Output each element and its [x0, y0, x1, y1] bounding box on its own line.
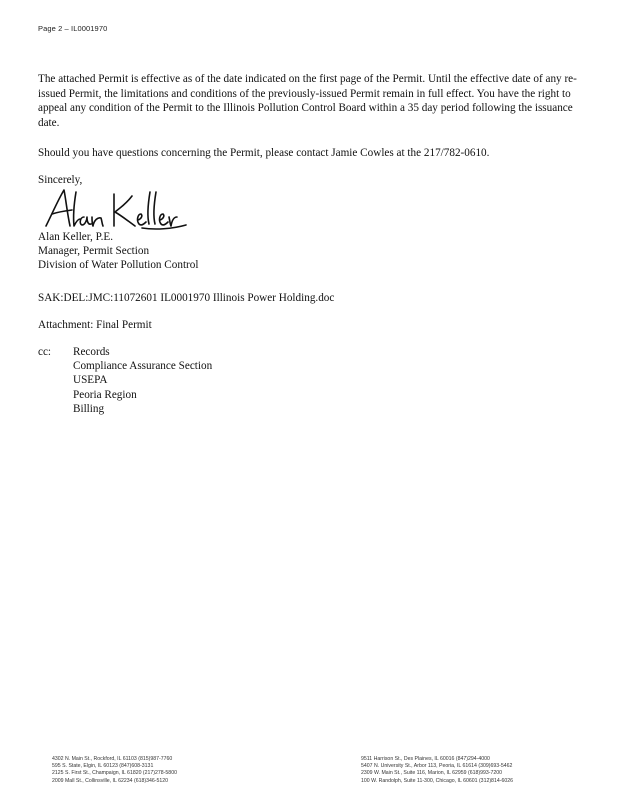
- body-paragraph-contact: Should you have questions concerning the Permit, please contact Jamie Cowles at the 217/782-0610.: [38, 147, 490, 159]
- cc-recipient-list: [73, 345, 212, 416]
- cc-recipient: Billing: [73, 402, 105, 415]
- footer-address: 9511 Harrison St., Des Plaines, IL 60016 (847)294-4000: [361, 756, 490, 762]
- cc-recipient: Compliance Assurance Section: [73, 360, 213, 373]
- reference-line: SAK:DEL:JMC:11072601 IL0001970 Illinois Power Holding.doc: [38, 292, 335, 304]
- footer-addresses-right: [361, 756, 513, 785]
- page-header: Page 2 – IL0001970: [38, 24, 108, 33]
- handwritten-signature: [40, 186, 190, 232]
- signer-name: Alan Keller, P.E.: [38, 231, 114, 243]
- attachment-line: Attachment: Final Permit: [38, 319, 152, 331]
- footer-address: 100 W. Randolph, Suite 11-300, Chicago, IL 60601 (312)814-6026: [361, 777, 513, 784]
- signer-title: Manager, Permit Section: [38, 245, 150, 257]
- footer-address: 2125 S. First St., Champaign, IL 61820 (217)278-5800: [52, 770, 177, 777]
- footer-addresses-left: [52, 756, 177, 785]
- cc-label: cc:: [38, 346, 52, 358]
- footer-address: 5407 N. University St., Arbor 113, Peoria, IL 61614 (309)693-5462: [361, 763, 513, 770]
- cc-recipient: Peoria Region: [73, 388, 137, 401]
- footer-address: 595 S. State, Elgin, IL 60123 (847)608-3131: [52, 763, 154, 770]
- cc-recipient: USEPA: [73, 374, 108, 387]
- body-paragraph-effective-date: The attached Permit is effective as of the date indicated on the first page of the Permit. Until the effective date of any re-issued Permit, the limitations and conditions of the previously-issued Permit remain in full effect. You have the right to appeal any condition of the Permit to the Illinois Pollution Control Board within a 35 day period following the issuance date.: [38, 73, 577, 129]
- footer-address: 2309 W. Main St., Suite 116, Marion, IL 62959 (618)993-7200: [361, 770, 503, 777]
- closing: Sincerely,: [38, 174, 83, 186]
- signer-division: Division of Water Pollution Control: [38, 259, 199, 271]
- footer-address: 4302 N. Main St., Rockford, IL 61103 (815)987-7760: [52, 756, 173, 762]
- signature-block: [38, 230, 199, 272]
- footer-address: 2009 Mall St., Collinsville, IL 62234 (618)346-5120: [52, 777, 169, 784]
- cc-recipient: Records: [73, 346, 110, 358]
